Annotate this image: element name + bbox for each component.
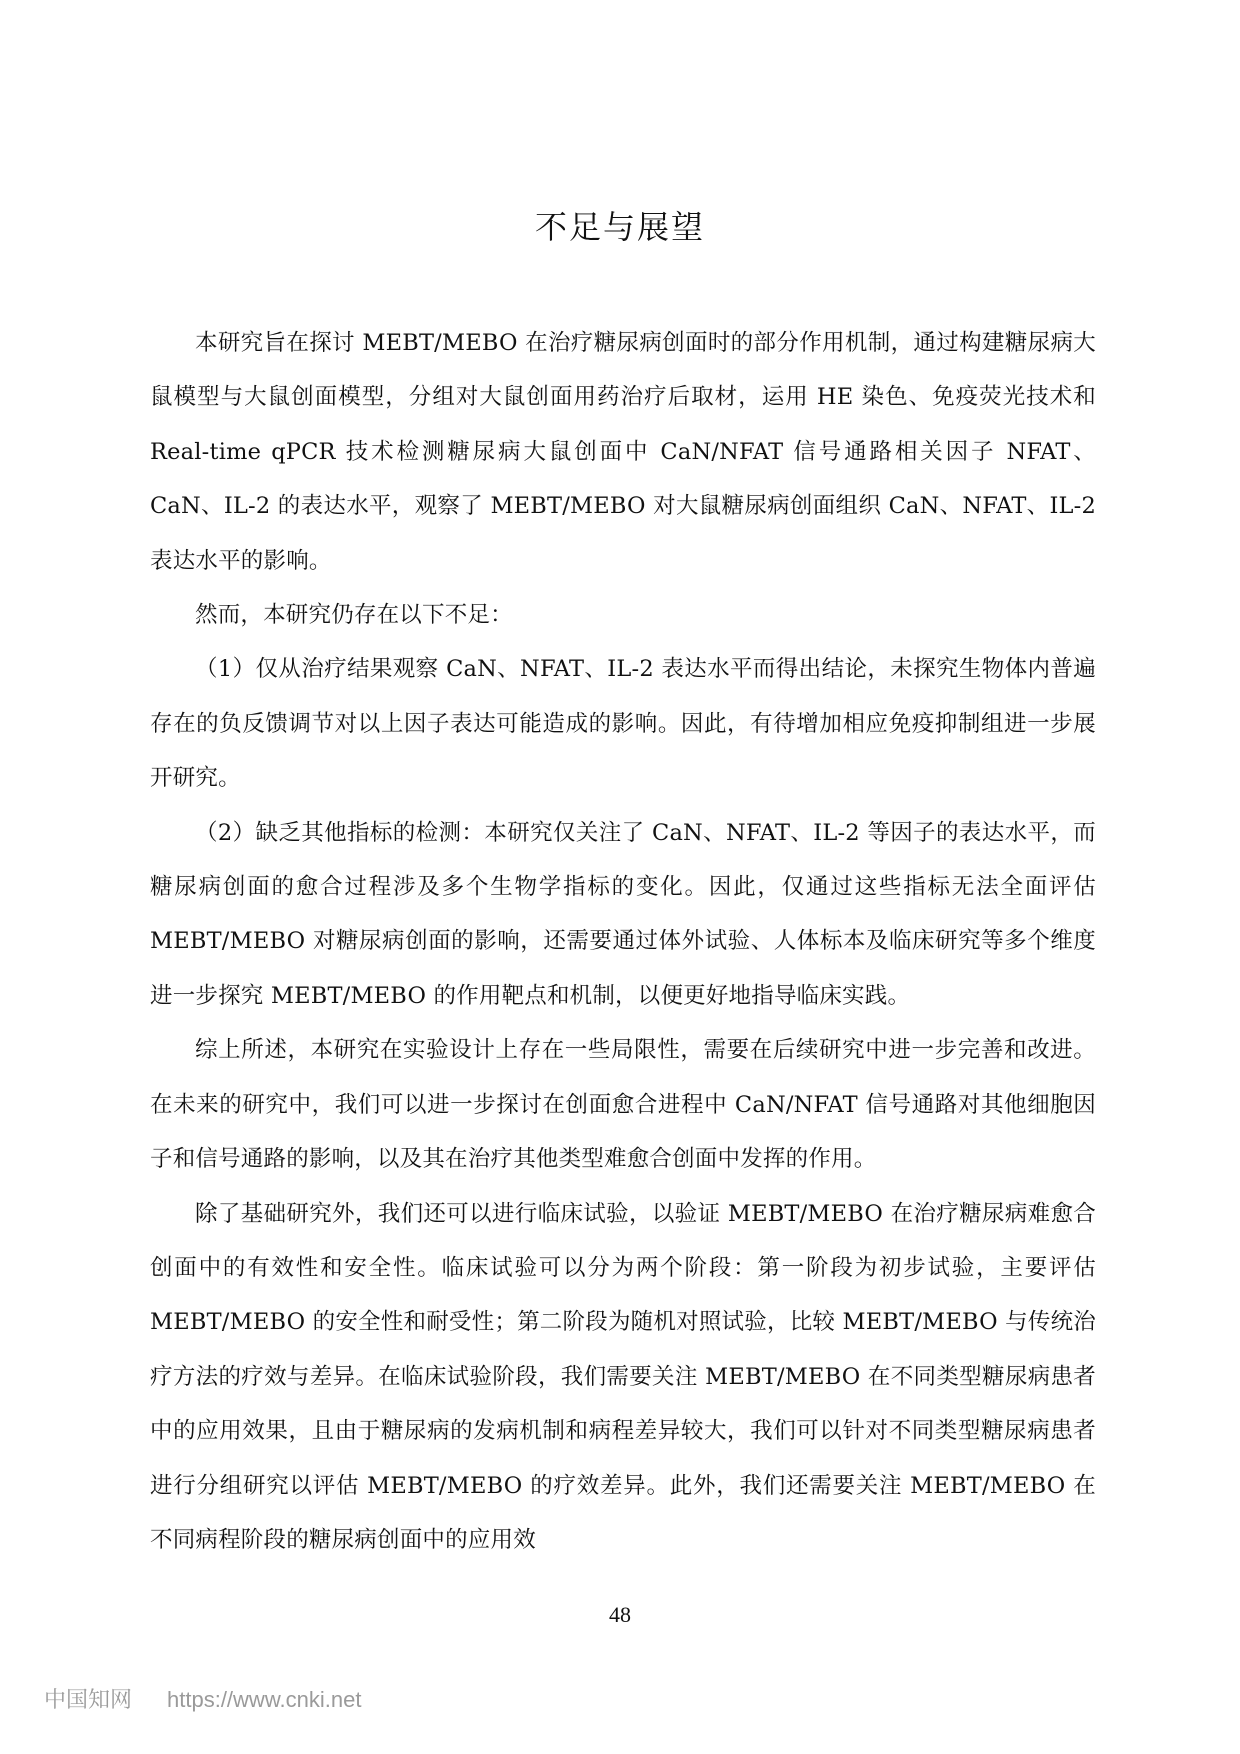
section-title: 不足与展望 [534, 208, 705, 246]
paragraph-3: （1）仅从治疗结果观察 CaN、NFAT、IL-2 表达水平而得出结论，未探究生物体内普遍存在的负反馈调节对以上因子表达可能造成的影响。因此，有待增加相应免疫抑制组进一步展开研究。 [150, 656, 1096, 792]
watermark-brand: 中国知网 [44, 1688, 133, 1713]
paragraph-2: 然而，本研究仍存在以下不足： [195, 602, 513, 629]
paragraph-6: 除了基础研究外，我们还可以进行临床试验，以验证 MEBT/MEBO 在治疗糖尿病难愈合创面中的有效性和安全性。临床试验可以分为两个阶段：第一阶段为初步试验，主要评估 MEBT/MEBO 的安全性和耐受性；第二阶段为随机对照试验，比较 MEBT/MEBO 与传统治疗方法的疗效与差异。在临床试验阶段，我们需要关注 MEBT/MEBO 在不同类型糖尿病患者中的应用效果，且由于糖尿病的发病机制和病程差异较大，我们可以针对不同类型糖尿病患者进行分组研究以评估 MEBT/MEBO 的疗效差异。此外，我们还需要关注 MEBT/MEBO 在不同病程阶段的糖尿病创面中的应用效 [150, 1200, 1096, 1553]
cnki-watermark [44, 1685, 361, 1716]
page-number: 48 [609, 1602, 631, 1627]
paragraph-5: 综上所述，本研究在实验设计上存在一些局限性，需要在后续研究中进一步完善和改进。在未来的研究中，我们可以进一步探讨在创面愈合进程中 CaN/NFAT 信号通路对其他细胞因子和信号通路的影响，以及其在治疗其他类型难愈合创面中发挥的作用。 [150, 1037, 1096, 1173]
paragraph-1: 本研究旨在探讨 MEBT/MEBO 在治疗糖尿病创面时的部分作用机制，通过构建糖尿病大鼠模型与大鼠创面模型，分组对大鼠创面用药治疗后取材，运用 HE 染色、免疫荧光技术和 Real-time qPCR 技术检测糖尿病大鼠创面中 CaN/NFAT 信号通路相关因子 NFAT、CaN、IL-2 的表达水平，观察了 MEBT/MEBO 对大鼠糖尿病创面组织 CaN、NFAT、IL-2 表达水平的影响。 [150, 330, 1096, 574]
paragraph-4: （2）缺乏其他指标的检测：本研究仅关注了 CaN、NFAT、IL-2 等因子的表达水平，而糖尿病创面的愈合过程涉及多个生物学指标的变化。因此，仅通过这些指标无法全面评估 MEBT/MEBO 对糖尿病创面的影响，还需要通过体外试验、人体标本及临床研究等多个维度进一步探究 MEBT/MEBO 的作用靶点和机制，以便更好地指导临床实践。 [150, 819, 1096, 1009]
watermark-url: https://www.cnki.net [167, 1687, 362, 1712]
body-text [150, 316, 1096, 1567]
